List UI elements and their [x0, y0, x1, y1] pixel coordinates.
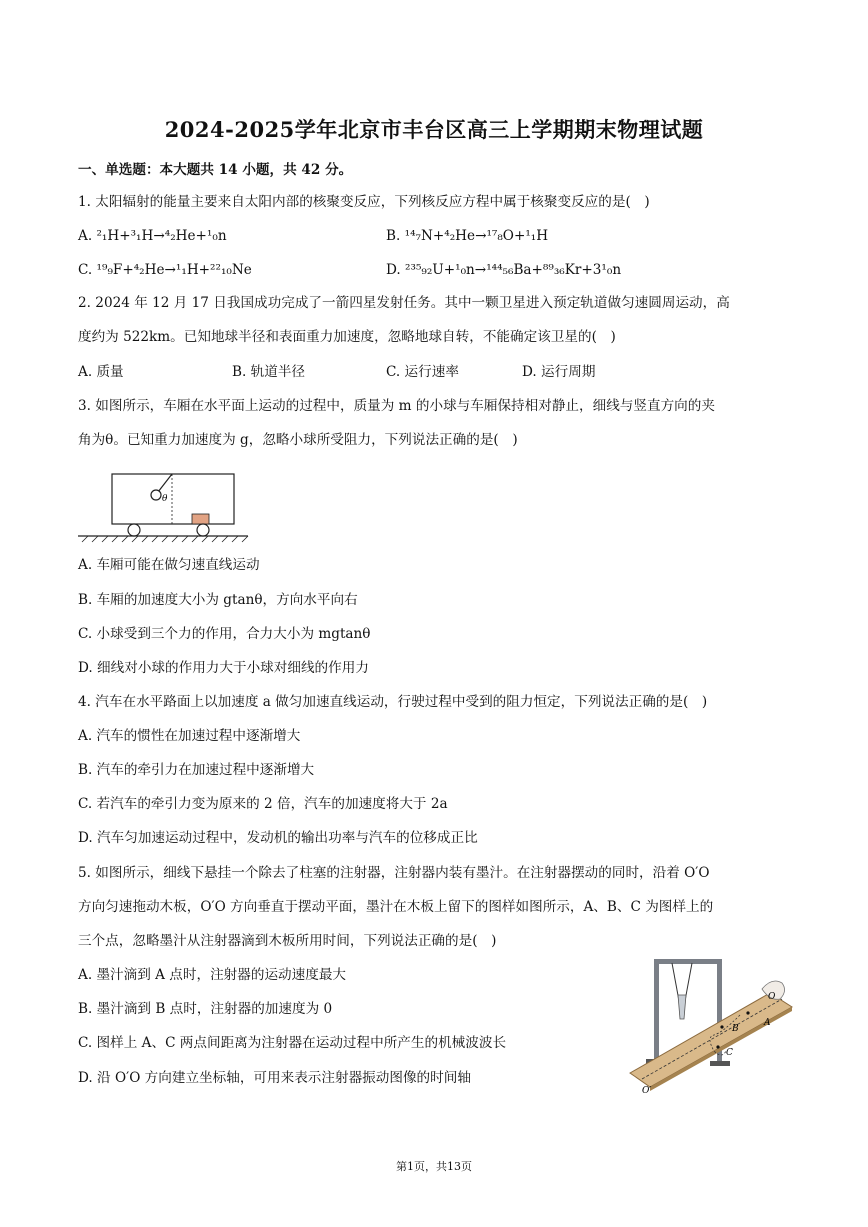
q5-stem-line2: 方向匀速拖动木板，O′O 方向垂直于摆动平面，墨汁在木板上留下的图样如图所示，A、B、C 为图样上的 [78, 899, 714, 915]
q2-stem-line2: 度约为 522km。已知地球半径和表面重力加速度，忽略地球自转，不能确定该卫星的( ) [78, 329, 616, 345]
q5-option-a: A. 墨汁滴到 A 点时，注射器的运动速度最大 [78, 967, 347, 983]
section-heading: 一、单选题：本大题共 14 小题，共 42 分。 [78, 162, 353, 178]
q1-option-d: D. ²³⁵₉₂U+¹₀n→¹⁴⁴₅₆Ba+⁸⁹₃₆Kr+3¹₀n [386, 262, 622, 278]
q2-stem-line1: 2. 2024 年 12 月 17 日我国成功完成了一箭四星发射任务。其中一颗卫星进入预定轨道做匀速圆周运动，高 [78, 295, 730, 311]
q4-stem: 4. 汽车在水平路面上以加速度 a 做匀加速直线运动，行驶过程中受到的阻力恒定，下列说法正确的是( ) [78, 694, 708, 710]
page-footer: 第1页，共13页 [396, 1160, 472, 1173]
q3-option-c: C. 小球受到三个力的作用，合力大小为 mgtanθ [78, 626, 371, 642]
q5-label-o-prime: O′ [642, 1086, 652, 1095]
q2-option-a: A. 质量 [78, 364, 124, 380]
q5-stem-line3: 三个点，忽略墨汁从注射器滴到木板所用时间，下列说法正确的是( ) [78, 933, 497, 949]
q5-stem-line1: 5. 如图所示，细线下悬挂一个除去了柱塞的注射器，注射器内装有墨汁。在注射器摆动的同时，沿着 O′O [78, 865, 710, 881]
q2-option-b: B. 轨道半径 [232, 364, 306, 380]
q2-option-c: C. 运行速率 [386, 364, 459, 380]
q1-option-a: A. ²₁H+³₁H→⁴₂He+¹₀n [78, 228, 227, 244]
q3-stem-line1: 3. 如图所示，车厢在水平面上运动的过程中，质量为 m 的小球与车厢保持相对静止，细线与竖直方向的夹 [78, 398, 715, 414]
q1-option-b: B. ¹⁴₇N+⁴₂He→¹⁷₈O+¹₁H [386, 228, 549, 244]
page-title: 2024-2025学年北京市丰台区高三上学期期末物理试题 [164, 117, 704, 142]
q3-option-a: A. 车厢可能在做匀速直线运动 [78, 557, 260, 573]
q5-option-d: D. 沿 O′O 方向建立坐标轴，可用来表示注射器振动图像的时间轴 [78, 1070, 471, 1086]
q5-option-b: B. 墨汁滴到 B 点时，注射器的加速度为 0 [78, 1001, 333, 1017]
q2-option-d: D. 运行周期 [522, 364, 596, 380]
q5-syringe-pendulum-figure [622, 955, 802, 1095]
q5-label-c: C [726, 1048, 733, 1058]
q4-option-d: D. 汽车匀加速运动过程中，发动机的输出功率与汽车的位移成正比 [78, 830, 478, 846]
q4-option-c: C. 若汽车的牵引力变为原来的 2 倍，汽车的加速度将大于 2a [78, 796, 448, 812]
q3-option-d: D. 细线对小球的作用力大于小球对细线的作用力 [78, 660, 369, 676]
q1-option-c: C. ¹⁹₉F+⁴₂He→¹₁H+²²₁₀Ne [78, 262, 252, 278]
q3-train-figure [76, 470, 251, 545]
q5-option-c: C. 图样上 A、C 两点间距离为注射器在运动过程中所产生的机械波波长 [78, 1035, 507, 1051]
q4-option-a: A. 汽车的惯性在加速过程中逐渐增大 [78, 728, 301, 744]
q4-option-b: B. 汽车的牵引力在加速过程中逐渐增大 [78, 762, 315, 778]
q5-label-b: B [732, 1024, 739, 1034]
q3-option-b: B. 车厢的加速度大小为 gtanθ，方向水平向右 [78, 592, 358, 608]
q1-stem: 1. 太阳辐射的能量主要来自太阳内部的核聚变反应，下列核反应方程中属于核聚变反应的是( ) [78, 194, 650, 210]
q5-label-o: O [768, 992, 776, 1002]
q5-label-a: A [764, 1018, 771, 1028]
q3-theta-label: θ [162, 494, 168, 504]
q3-stem-line2: 角为θ。已知重力加速度为 g，忽略小球所受阻力，下列说法正确的是( ) [78, 432, 518, 448]
